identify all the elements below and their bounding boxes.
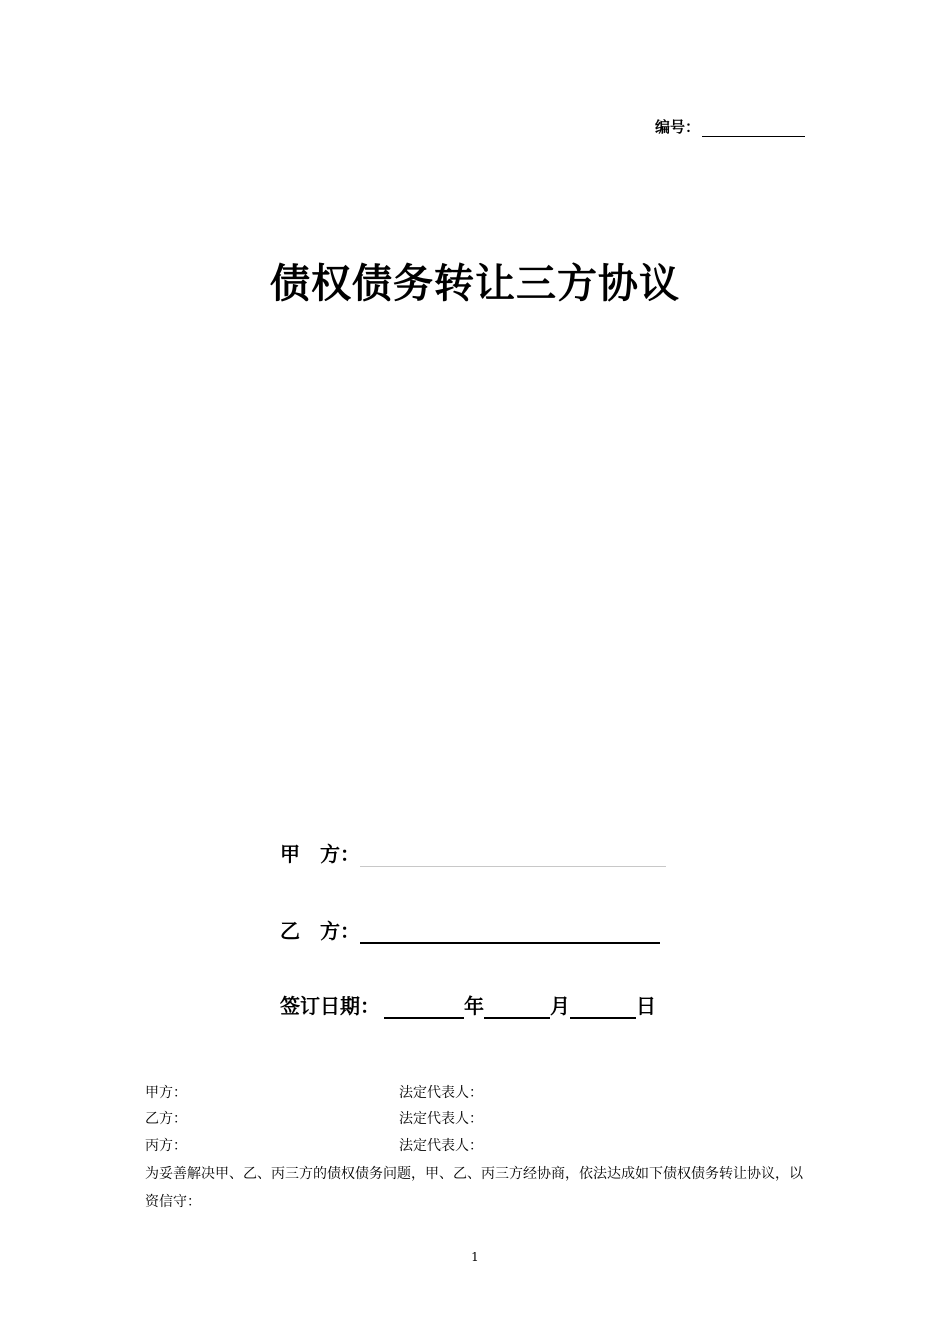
serial-number-label: 编号： — [655, 118, 701, 136]
cover-party-b-blank[interactable] — [360, 922, 660, 944]
cover-party-a-label: 甲 方： — [280, 842, 360, 866]
cover-sign-date — [280, 990, 656, 1019]
document-title: 债权债务转让三方协议 — [270, 261, 680, 307]
party-b-label: 乙方： — [145, 1111, 187, 1127]
party-a-rep-label: 法定代表人： — [399, 1085, 483, 1101]
intro-paragraph: 为妥善解决甲、乙、丙三方的债权债务问题，甲、乙、丙三方经协商，依法达成如下债权债务转让协议，以资信守： — [145, 1166, 803, 1210]
serial-number — [655, 116, 805, 137]
sign-date-day-blank[interactable] — [570, 997, 636, 1019]
party-a-label: 甲方： — [145, 1085, 187, 1101]
sign-date-month-label: 月 — [550, 994, 570, 1018]
sign-date-label: 签订日期： — [280, 994, 380, 1018]
sign-date-month-blank[interactable] — [484, 997, 550, 1019]
party-c-rep-label: 法定代表人： — [399, 1138, 483, 1154]
party-c-label: 丙方： — [145, 1138, 187, 1154]
cover-party-a — [280, 838, 666, 867]
cover-party-b-label: 乙 方： — [280, 919, 360, 943]
party-b-rep-label: 法定代表人： — [399, 1111, 483, 1127]
sign-date-year-label: 年 — [464, 994, 484, 1018]
sign-date-year-blank[interactable] — [384, 997, 464, 1019]
serial-number-blank[interactable] — [702, 122, 805, 137]
page-number: 1 — [471, 1250, 479, 1264]
cover-party-b — [280, 915, 660, 944]
cover-party-a-blank[interactable] — [360, 846, 666, 867]
sign-date-day-label: 日 — [636, 994, 656, 1018]
